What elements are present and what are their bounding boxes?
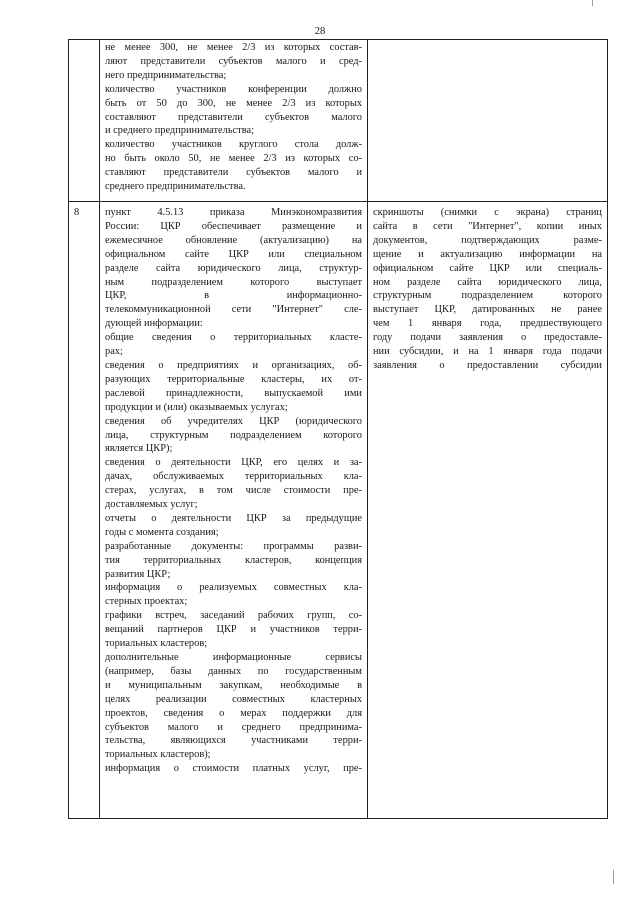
column-divider-number [99, 39, 100, 819]
row-number-8: 8 [74, 207, 80, 218]
text-line: скриншоты (снимки с экрана) страниц [373, 207, 602, 218]
document-cell-8 [373, 206, 602, 373]
text-line: целях реализации совместных кластерных [105, 693, 362, 705]
text-line: развития ЦКР; [105, 568, 171, 580]
text-line: продукции и (или) оказываемых услугах; [105, 401, 288, 413]
text-line: быть от 50 до 300, не менее 2/3 из которых [105, 97, 362, 109]
text-line: стерных проектах; [105, 596, 188, 608]
text-line: ЦКР, в информационно- [105, 290, 362, 302]
scan-mark-bottom [613, 870, 614, 884]
text-line: ляют представители субъектов малого и сред- [105, 55, 362, 67]
text-line: субъектов малого и среднего предпринима- [105, 721, 362, 733]
text-line: среднего предпринимательства. [105, 181, 246, 193]
text-line: дачах, обслуживаемых территориальных кла- [105, 471, 362, 483]
text-line: ежемесячное обновление (актуализацию) на [105, 234, 362, 246]
text-line: официальном сайте ЦКР или специаль- [373, 262, 602, 274]
page-number: 28 [314, 26, 326, 37]
text-line: (например, базы данных по государственным [105, 665, 362, 677]
table-border-right [607, 39, 608, 819]
text-line: и муниципальным закупкам, необходимые в [105, 679, 362, 691]
table-border-bottom [68, 818, 608, 819]
text-line: раслевой принадлежности, выпускаемой ими [105, 387, 362, 399]
text-line: документов, подтверждающих разме- [373, 234, 602, 246]
text-line: выступает ЦКР, датированных не ранее [373, 304, 602, 316]
text-line: официальном сайте ЦКР или специальном [105, 248, 362, 260]
text-line: информация о реализуемых совместных кла- [105, 582, 362, 594]
continued-requirement-cell [105, 41, 362, 194]
text-line: ториальных кластеров); [105, 749, 211, 761]
text-line: ториальных кластеров; [105, 638, 208, 650]
text-line: тия территориальных кластеров, концепция [105, 554, 362, 566]
table-border-left [68, 39, 69, 819]
text-line: информация о стоимости платных услуг, пре- [105, 763, 362, 775]
text-line: России: ЦКР обеспечивает размещение и [105, 220, 362, 232]
scan-mark-top [592, 0, 593, 6]
text-line: графики встреч, заседаний рабочих групп, со- [105, 610, 362, 622]
text-line: ным подразделением которого выступает [105, 276, 362, 288]
text-line: стерах, услугах, в том числе стоимости пре- [105, 485, 362, 497]
text-line: нии субсидии, и на 1 января года подачи [373, 346, 602, 358]
text-line: годы с момента создания; [105, 526, 219, 538]
text-line: лица, структурным подразделением которого [105, 429, 362, 441]
text-line: него предпринимательства; [105, 69, 227, 81]
text-line: сведения о деятельности ЦКР, его целях и за- [105, 457, 362, 469]
text-line: дующей информации: [105, 318, 203, 330]
text-line: заявления о предоставлении субсидии [373, 359, 602, 371]
text-line: но быть около 50, не менее 2/3 из которых со- [105, 153, 362, 165]
text-line: количество участников конференции должно [105, 83, 362, 95]
text-line: отчеты о деятельности ЦКР за предыдущие [105, 512, 362, 524]
text-line: составляют представители субъектов малого [105, 111, 362, 123]
text-line: разделе сайта юридического лица, структур- [105, 262, 362, 274]
text-line: общие сведения о территориальных кластe- [105, 332, 362, 344]
text-line: вещаний партнеров ЦКР и участников терри- [105, 624, 362, 636]
document-text-8 [373, 206, 602, 373]
text-line: ном разделе сайта юридического лица, [373, 276, 602, 288]
text-line: году подачи заявления о предоставле- [373, 332, 602, 344]
text-line: телекоммуникационной сети "Интернет" сле- [105, 304, 362, 316]
text-line: и среднего предпринимательства; [105, 125, 254, 137]
text-line: структурным подразделением которого [373, 290, 602, 302]
row-divider [68, 201, 608, 202]
text-line: разработанные документы: программы разви- [105, 540, 362, 552]
text-line: ставляют представители субъектов малого и [105, 167, 362, 179]
column-divider-document [367, 39, 368, 819]
requirement-cell-8 [105, 206, 362, 776]
text-line: не менее 300, не менее 2/3 из которых состав- [105, 42, 362, 53]
text-line: сведения об учредителях ЦКР (юридического [105, 415, 362, 427]
text-line: проектов, сведения о мерах поддержки для [105, 707, 362, 719]
table-border-top [68, 39, 608, 40]
text-line: дополнительные информационные сервисы [105, 652, 362, 663]
text-line: количество участников круглого стола долж- [105, 139, 362, 151]
text-line: сайта в сети "Интернет", копии иных [373, 220, 602, 232]
continued-requirement-text [105, 41, 362, 194]
text-line: является ЦКР); [105, 443, 173, 455]
text-line: разующих территориальные кластеры, их от- [105, 373, 362, 385]
requirement-text-8 [105, 206, 362, 776]
text-line: доставляемых услуг; [105, 499, 198, 511]
text-line: чем 1 января года, предшествующего [373, 318, 602, 330]
text-line: пункт 4.5.13 приказа Минэкономразвития [105, 207, 362, 218]
text-line: сведения о предприятиях и организациях, об- [105, 359, 362, 371]
requirements-table [68, 39, 608, 819]
text-line: рах; [105, 346, 123, 358]
text-line: тельства, являющихся участниками терри- [105, 735, 362, 747]
text-line: щение и актуализацию информации на [373, 248, 602, 260]
